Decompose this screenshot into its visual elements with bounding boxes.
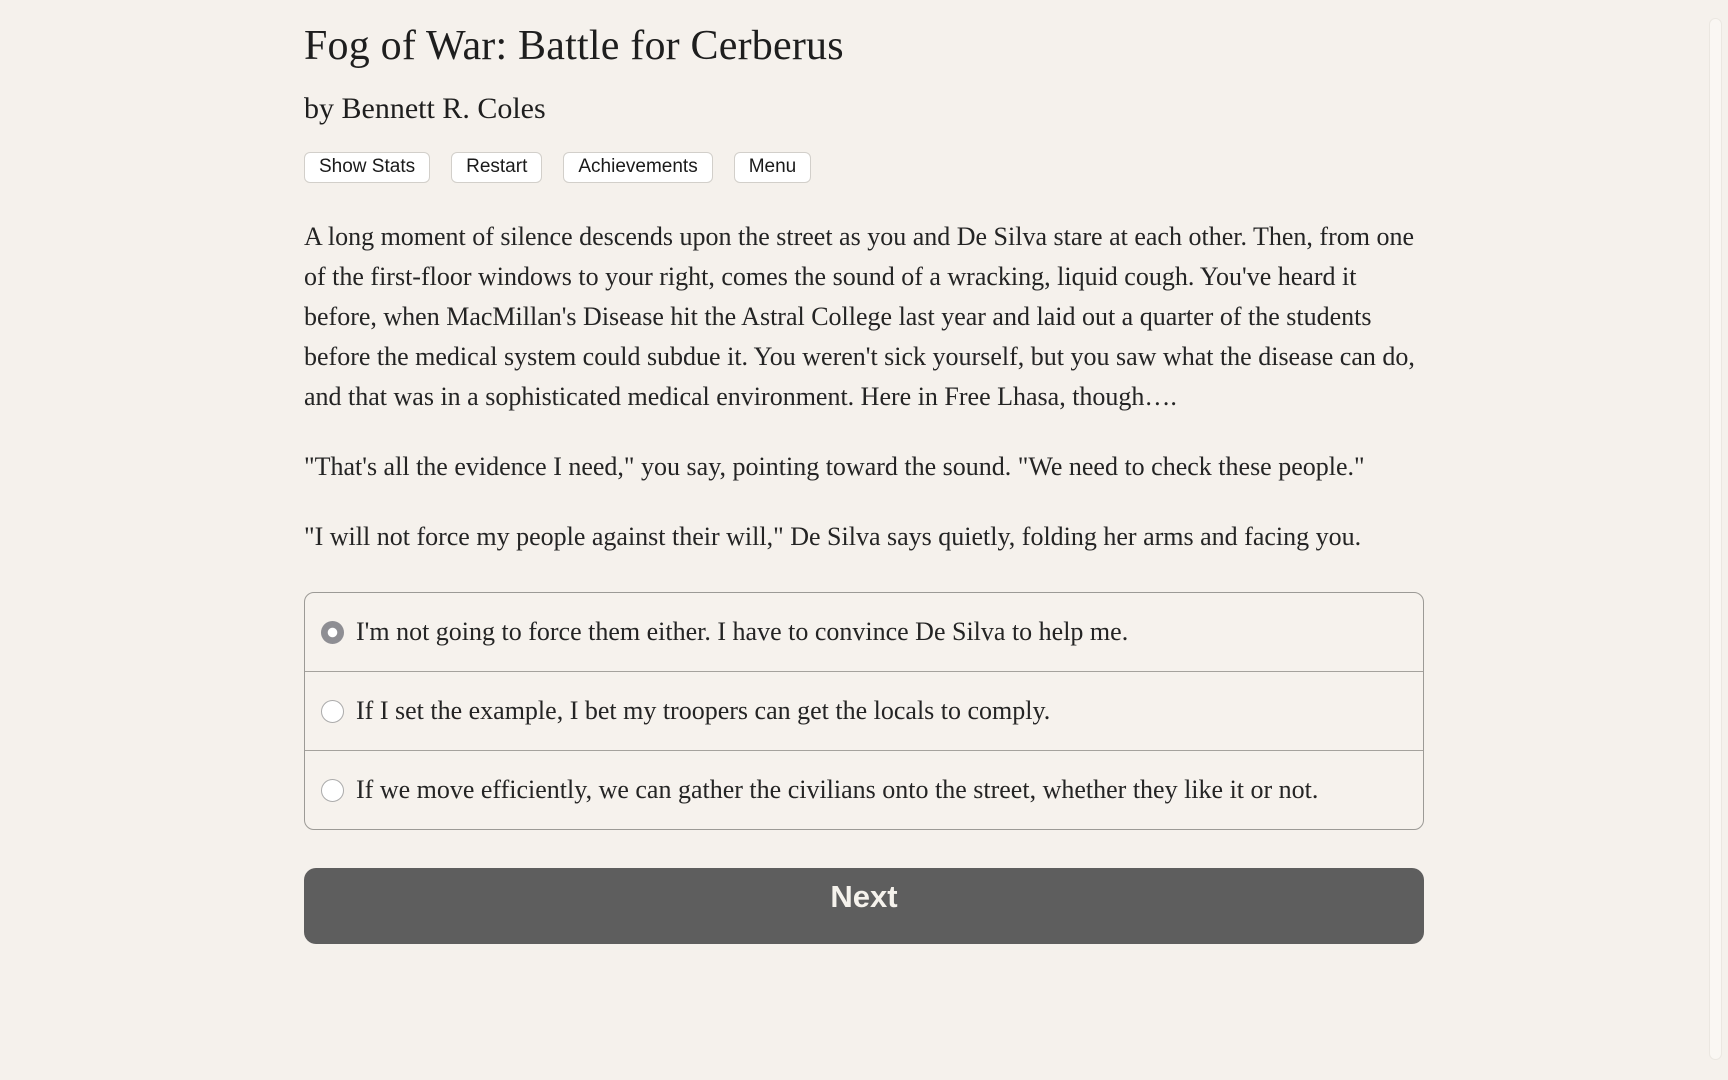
story-paragraph: A long moment of silence descends upon the street as you and De Silva stare at each other. Then, from one of the first-floor windows to your right, comes the sound of a wracking, liquid cough. You've heard it before, when MacMillan's Disease hit the Astral College last year and laid out a quarter of the students before the medical system could subdue it. You weren't sick yourself, but you saw what the disease can do, and that was in a sophisticated medical environment. Here in Free Lhasa, though…. [304, 222, 1415, 412]
author-byline: by Bennett R. Coles [304, 92, 546, 126]
scrollbar-thumb[interactable] [1709, 18, 1722, 1060]
choice-option-label: If I set the example, I bet my troopers can get the locals to comply. [356, 696, 1051, 726]
story-paragraph: "That's all the evidence I need," you say, pointing toward the sound. "We need to check these people." [304, 452, 1365, 482]
show-stats-button[interactable]: Show Stats [304, 152, 430, 183]
restart-button[interactable]: Restart [451, 152, 542, 183]
toolbar [304, 152, 1424, 183]
choice-option-1[interactable] [305, 593, 1423, 671]
choice-option-3[interactable] [305, 750, 1423, 829]
choice-radio-1[interactable] [321, 621, 344, 644]
choice-radio-3[interactable] [321, 779, 344, 802]
choice-option-2[interactable] [305, 671, 1423, 750]
choice-option-label: I'm not going to force them either. I have to convince De Silva to help me. [356, 617, 1129, 647]
story-paragraph: "I will not force my people against their will," De Silva says quietly, folding her arms and facing you. [304, 522, 1362, 552]
menu-button[interactable]: Menu [734, 152, 812, 183]
story-text [304, 217, 1424, 557]
choice-option-label: If we move efficiently, we can gather the civilians onto the street, whether they like it or not. [356, 775, 1319, 805]
game-page [304, 0, 1424, 944]
achievements-button[interactable]: Achievements [563, 152, 712, 183]
choice-box [304, 592, 1424, 830]
next-button[interactable]: Next [304, 868, 1424, 944]
page-title: Fog of War: Battle for Cerberus [304, 23, 844, 69]
choice-radio-2[interactable] [321, 700, 344, 723]
